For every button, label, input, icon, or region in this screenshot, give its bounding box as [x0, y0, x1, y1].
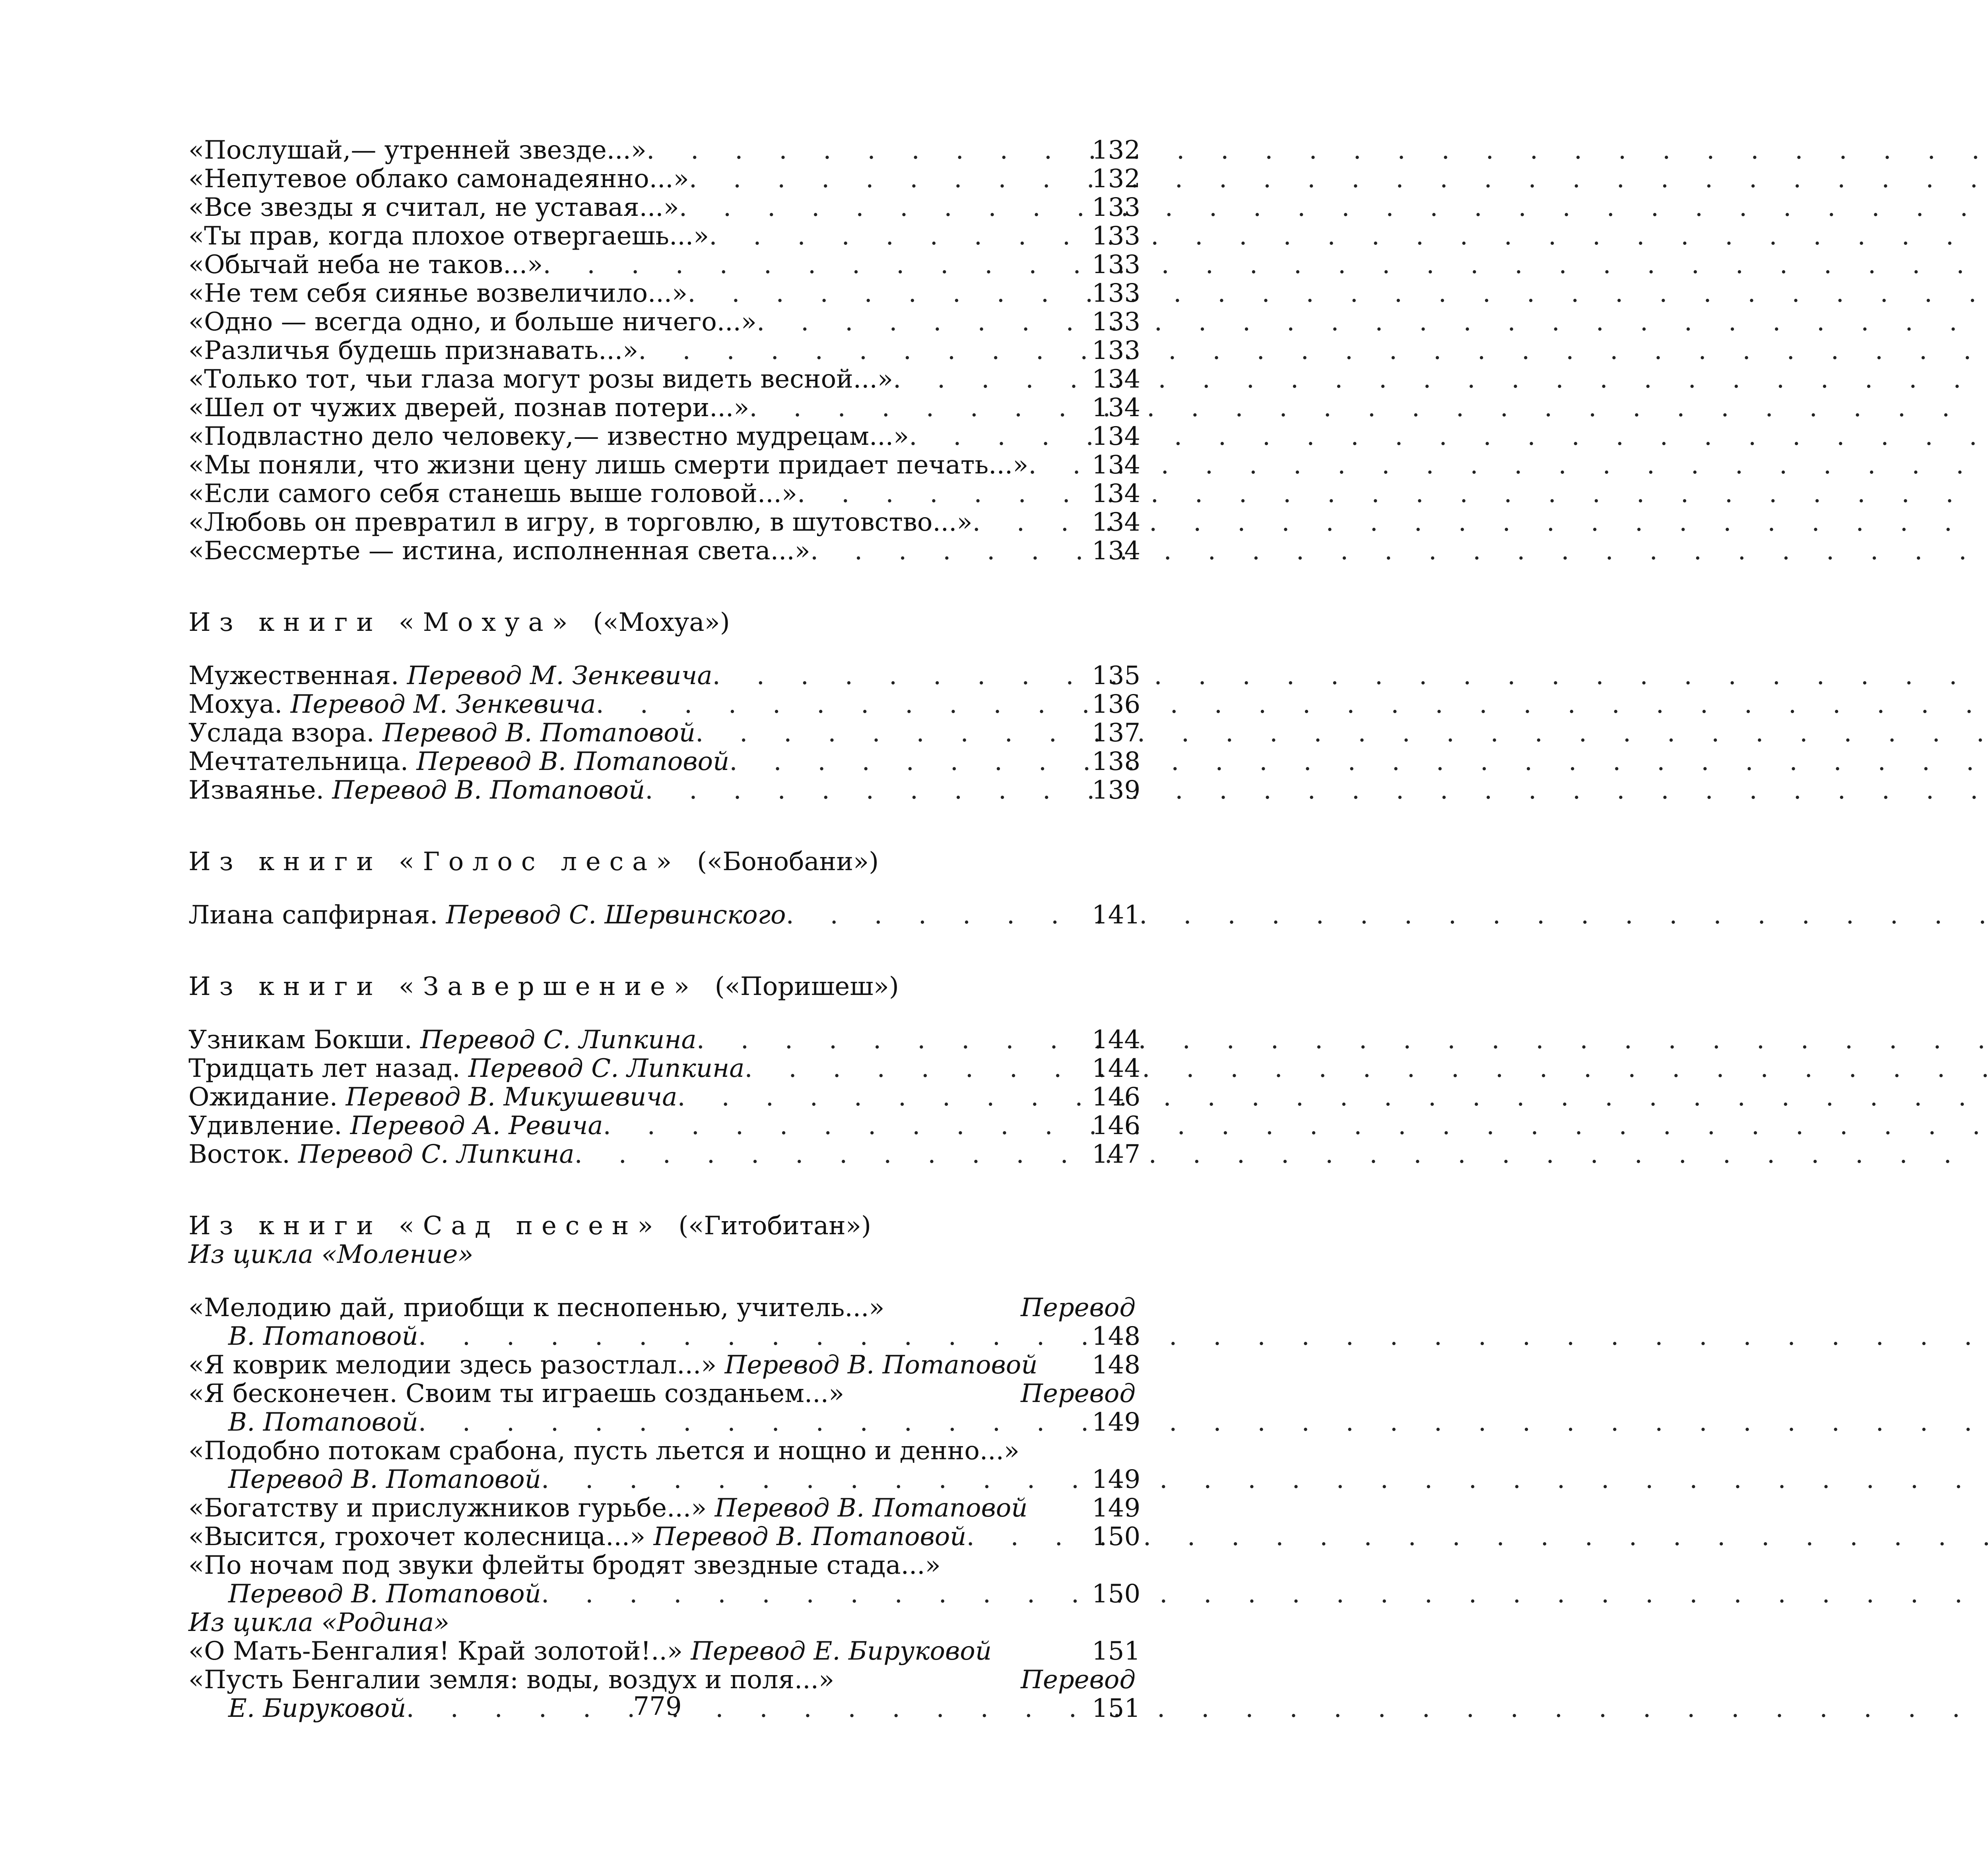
- leader-dots: [729, 747, 1085, 776]
- entry-page: 134: [1092, 393, 1141, 423]
- toc-entry: [188, 1111, 1141, 1140]
- leader-dots: [596, 690, 1085, 719]
- entry-page: 134: [1092, 536, 1141, 566]
- entry-title-wrap: [188, 1494, 1027, 1522]
- entry-page: 144: [1092, 1054, 1141, 1083]
- toc-entry: [188, 900, 1141, 930]
- entry-page: 133: [1092, 250, 1141, 279]
- entry-title: «По ночам под звуки флейты бродят звездные стада...»: [188, 1551, 941, 1580]
- toc-entry: [188, 1437, 1136, 1465]
- toc-entry: [188, 1637, 1141, 1666]
- section-heading: [188, 608, 1136, 637]
- entry-page: 149: [1092, 1493, 1141, 1523]
- toc-entry: [188, 747, 1141, 776]
- entry-title-wrap: [188, 776, 645, 805]
- entry-title-wrap: [188, 1637, 992, 1666]
- toc-entry: [188, 1666, 1136, 1694]
- entry-title: «Я бесконечен. Своим ты играешь созданьем...»: [188, 1379, 845, 1408]
- entry-page: 150: [1092, 1522, 1141, 1551]
- entry-page: 134: [1092, 479, 1141, 508]
- leader-dots: [575, 1140, 1086, 1169]
- entry-translator: Перевод В. Потаповой: [228, 1465, 541, 1494]
- toc-entry: [188, 164, 1141, 194]
- leader-dots: [418, 1322, 1085, 1351]
- entry-page: 150: [1092, 1579, 1141, 1609]
- entry-title: «Непутевое облако самонадеянно...»: [188, 164, 689, 194]
- entry-title: «Бессмертье — истина, исполненная света...»: [188, 536, 810, 566]
- entry-translator: Перевод В. Потаповой: [724, 1350, 1038, 1380]
- entry-title: «Шел от чужих дверей, познав потери...»: [188, 393, 749, 423]
- entry-translator: В. Потаповой: [228, 1408, 418, 1437]
- toc-entry: [188, 393, 1141, 423]
- entry-translator: Перевод В. Потаповой: [714, 1493, 1028, 1523]
- section-title: Из книги «Сад песен»: [188, 1211, 662, 1241]
- entry-translator: Перевод М. Зенкевича: [407, 661, 712, 690]
- entry-title-wrap: [188, 1054, 744, 1083]
- entry-page: 146: [1092, 1082, 1141, 1112]
- table-of-contents: [188, 136, 1141, 1723]
- entry-title: Мечтательница.: [188, 747, 409, 776]
- section-original-title: («Гитобитан»): [678, 1211, 871, 1241]
- entry-title: «Пусть Бенгалии земля: воды, воздух и поля...»: [188, 1665, 835, 1695]
- entry-translator: Перевод: [1021, 1665, 1136, 1695]
- entry-translator: Перевод С. Шервинского: [446, 900, 786, 930]
- entry-title-wrap: [188, 901, 786, 929]
- toc-entry: [188, 279, 1141, 308]
- entry-title: Тридцать лет назад.: [188, 1054, 460, 1083]
- leader-dots: [712, 661, 1086, 690]
- leader-dots: [1028, 451, 1085, 479]
- entry-title-wrap: [188, 690, 596, 719]
- entry-title: «Ты прав, когда плохое отвергаешь...»: [188, 221, 709, 251]
- entry-title: «Если самого себя станешь выше головой...»: [188, 479, 798, 508]
- entry-translator: Перевод В. Потаповой: [416, 747, 730, 776]
- leader-dots: [909, 422, 1085, 451]
- leader-dots: [541, 1465, 1085, 1494]
- leader-dots: [677, 1083, 1085, 1111]
- entry-title: Удивление.: [188, 1111, 342, 1140]
- entry-translator: Перевод В. Потаповой: [228, 1579, 541, 1609]
- entry-title: Мохуа.: [188, 690, 283, 719]
- toc-entry-continuation: [188, 1322, 1141, 1351]
- leader-dots: [810, 537, 1085, 565]
- entry-page: 141: [1092, 900, 1141, 930]
- toc-entry: [188, 1350, 1141, 1380]
- toc-list: [188, 136, 1141, 566]
- entry-title: Изваянье.: [188, 776, 324, 805]
- toc-entry: [188, 508, 1141, 537]
- entry-title-wrap: [188, 1140, 575, 1169]
- toc-entry: [188, 1054, 1141, 1083]
- toc-entry: [188, 193, 1141, 222]
- entry-title: Ожидание.: [188, 1082, 338, 1112]
- entry-page: 148: [1092, 1322, 1141, 1351]
- entry-page: 149: [1092, 1465, 1141, 1494]
- entry-title: «Любовь он превратил в игру, в торговлю, в шутовство...»: [188, 508, 973, 537]
- entry-title: «Не тем себя сиянье возвеличило...»: [188, 279, 688, 308]
- toc-entry: [188, 1551, 1136, 1580]
- entry-title: «Я коврик мелодии здесь разостлал...»: [188, 1350, 717, 1380]
- toc-list: [188, 661, 1141, 805]
- toc-entry: [188, 718, 1141, 748]
- leader-dots: [697, 1026, 1085, 1054]
- entry-page: 139: [1092, 776, 1141, 805]
- entry-title: «Послушай,— утренней звезде...»: [188, 136, 646, 165]
- leader-dots: [679, 193, 1085, 222]
- entry-page: 133: [1092, 221, 1141, 251]
- entry-title: «Только тот, чьи глаза могут розы видеть весной...»: [188, 365, 893, 394]
- toc-entry: [188, 1493, 1141, 1523]
- toc-entry: [188, 250, 1141, 279]
- section-heading: [188, 972, 1136, 1001]
- entry-page: 133: [1092, 193, 1141, 222]
- leader-dots: [893, 365, 1085, 394]
- toc-entry: [188, 661, 1141, 690]
- leader-dots: [645, 776, 1085, 805]
- entry-translator: Перевод С. Липкина: [468, 1054, 745, 1083]
- entry-translator: Перевод В. Микушевича: [346, 1082, 678, 1112]
- toc-entry: [188, 221, 1141, 251]
- leader-dots: [638, 336, 1085, 365]
- entry-page: 144: [1092, 1025, 1141, 1055]
- entry-title-wrap: [188, 747, 729, 776]
- toc-entry: [188, 690, 1141, 719]
- toc-list: [188, 1293, 1141, 1609]
- entry-translator: В. Потаповой: [228, 1322, 418, 1351]
- entry-translator: Перевод В. Потаповой: [653, 1522, 967, 1551]
- entry-title: «Различья будешь признавать...»: [188, 336, 639, 365]
- leader-dots: [695, 719, 1085, 747]
- entry-page: 151: [1092, 1694, 1141, 1723]
- entry-title-wrap: [188, 1522, 966, 1551]
- entry-page: 146: [1092, 1111, 1141, 1140]
- leader-dots: [709, 222, 1085, 250]
- toc-entry-continuation: [188, 1408, 1141, 1437]
- toc-entry: [188, 365, 1141, 394]
- section-original-title: («Поришеш»): [714, 972, 899, 1001]
- entry-page: 147: [1092, 1140, 1141, 1169]
- toc-entry: [188, 1293, 1136, 1322]
- entry-title: Восток.: [188, 1140, 290, 1169]
- toc-list: [188, 1025, 1141, 1169]
- toc-entry: [188, 479, 1141, 508]
- entry-page: 138: [1092, 747, 1141, 776]
- entry-page: 149: [1092, 1408, 1141, 1437]
- entry-page: 133: [1092, 279, 1141, 308]
- entry-title-wrap: [188, 719, 695, 747]
- toc-entry-continuation: [188, 1465, 1141, 1494]
- entry-title-wrap: [188, 1111, 603, 1140]
- entry-title: «О Мать-Бенгалия! Край золотой!..»: [188, 1637, 683, 1666]
- leader-dots: [749, 394, 1085, 422]
- leader-dots: [744, 1054, 1085, 1083]
- leader-dots: [541, 1580, 1085, 1608]
- section-original-title: («Бонобани»): [697, 847, 879, 877]
- entry-translator: Перевод С. Липкина: [298, 1140, 575, 1169]
- leader-dots: [757, 308, 1085, 336]
- entry-title: Мужественная.: [188, 661, 399, 690]
- entry-translator: Перевод В. Потаповой: [382, 718, 695, 748]
- cycle-heading: Из цикла «Моление»: [188, 1240, 474, 1269]
- toc-entry: [188, 1379, 1136, 1408]
- toc-entry: [188, 307, 1141, 337]
- entry-translator: Е. Бируковой: [228, 1694, 406, 1723]
- entry-title-wrap: [188, 1026, 697, 1054]
- toc-entry: [188, 422, 1141, 451]
- entry-translator: Перевод Е. Бируковой: [691, 1637, 992, 1666]
- entry-title: «Обычай неба не таков...»: [188, 250, 543, 279]
- leader-dots: [786, 901, 1085, 929]
- toc-list: [188, 900, 1141, 930]
- entry-title-wrap: [188, 661, 712, 690]
- leader-dots: [797, 479, 1085, 508]
- leader-dots: [603, 1111, 1086, 1140]
- section-original-title: («Мохуа»): [593, 608, 730, 637]
- entry-page: 151: [1092, 1637, 1141, 1666]
- section-title: Из книги «Голос леса»: [188, 847, 680, 877]
- entry-title: Услада взора.: [188, 718, 375, 748]
- entry-translator: Перевод М. Зенкевича: [290, 690, 596, 719]
- leader-dots: [689, 165, 1085, 193]
- entry-translator: Перевод: [1021, 1379, 1136, 1408]
- entry-title: «Мы поняли, что жизни цену лишь смерти придает печать...»: [188, 450, 1029, 480]
- entry-title-wrap: [188, 1351, 1038, 1379]
- toc-entry-continuation: [188, 1579, 1141, 1609]
- entry-page: 132: [1092, 164, 1141, 194]
- entry-title: «Все звезды я считал, не уставая...»: [188, 193, 679, 222]
- entry-title: «Мелодию дай, приобщи к песнопенью, учитель...»: [188, 1293, 885, 1323]
- entry-title: «Высится, грохочет колесница...»: [188, 1522, 646, 1551]
- toc-entry: [188, 1522, 1141, 1551]
- toc-entry: [188, 136, 1141, 165]
- entry-page: 137: [1092, 718, 1141, 748]
- entry-translator: Перевод В. Потаповой: [332, 776, 645, 805]
- toc-entry: [188, 536, 1141, 566]
- toc-entry: [188, 336, 1141, 365]
- toc-entry: [188, 776, 1141, 805]
- leader-dots: [418, 1408, 1085, 1437]
- entry-translator: Перевод А. Ревича: [350, 1111, 603, 1140]
- entry-translator: Перевод: [1021, 1293, 1136, 1323]
- entry-page: 134: [1092, 365, 1141, 394]
- toc-entry: [188, 1025, 1141, 1055]
- leader-dots: [966, 1522, 1085, 1551]
- toc-entry: [188, 1140, 1141, 1169]
- toc-entry: [188, 1082, 1141, 1112]
- entry-title: «Подобно потокам срабона, пусть льется и нощно и денно...»: [188, 1436, 1020, 1466]
- leader-dots: [543, 250, 1085, 279]
- entry-page: 134: [1092, 508, 1141, 537]
- entry-page: 133: [1092, 307, 1141, 337]
- leader-dots: [687, 279, 1085, 308]
- leader-dots: [646, 136, 1085, 165]
- entry-title: Лиана сапфирная.: [188, 900, 438, 930]
- entry-page: 132: [1092, 136, 1141, 165]
- entry-title: «Богатству и прислужников гурьбе...»: [188, 1493, 707, 1523]
- entry-page: 148: [1092, 1350, 1141, 1380]
- section-heading: [188, 1212, 1136, 1240]
- page-number: 779: [633, 1692, 682, 1721]
- entry-title: Узникам Бокши.: [188, 1025, 412, 1055]
- entry-title: «Подвластно дело человеку,— известно мудрецам...»: [188, 422, 909, 451]
- entry-page: 135: [1092, 661, 1141, 690]
- toc-entry: [188, 450, 1141, 480]
- entry-page: 133: [1092, 336, 1141, 365]
- entry-page: 134: [1092, 450, 1141, 480]
- leader-dots: [973, 508, 1085, 537]
- section-heading: [188, 847, 1136, 876]
- section-title: Из книги «Завершение»: [188, 972, 698, 1001]
- entry-page: 136: [1092, 690, 1141, 719]
- entry-title: «Одно — всегда одно, и больше ничего...»: [188, 307, 757, 337]
- entry-translator: Перевод С. Липкина: [420, 1025, 697, 1055]
- section-title: Из книги «Мохуа»: [188, 608, 577, 637]
- entry-title-wrap: [188, 1083, 677, 1111]
- entry-page: 134: [1092, 422, 1141, 451]
- cycle-heading: Из цикла «Родина»: [188, 1608, 450, 1637]
